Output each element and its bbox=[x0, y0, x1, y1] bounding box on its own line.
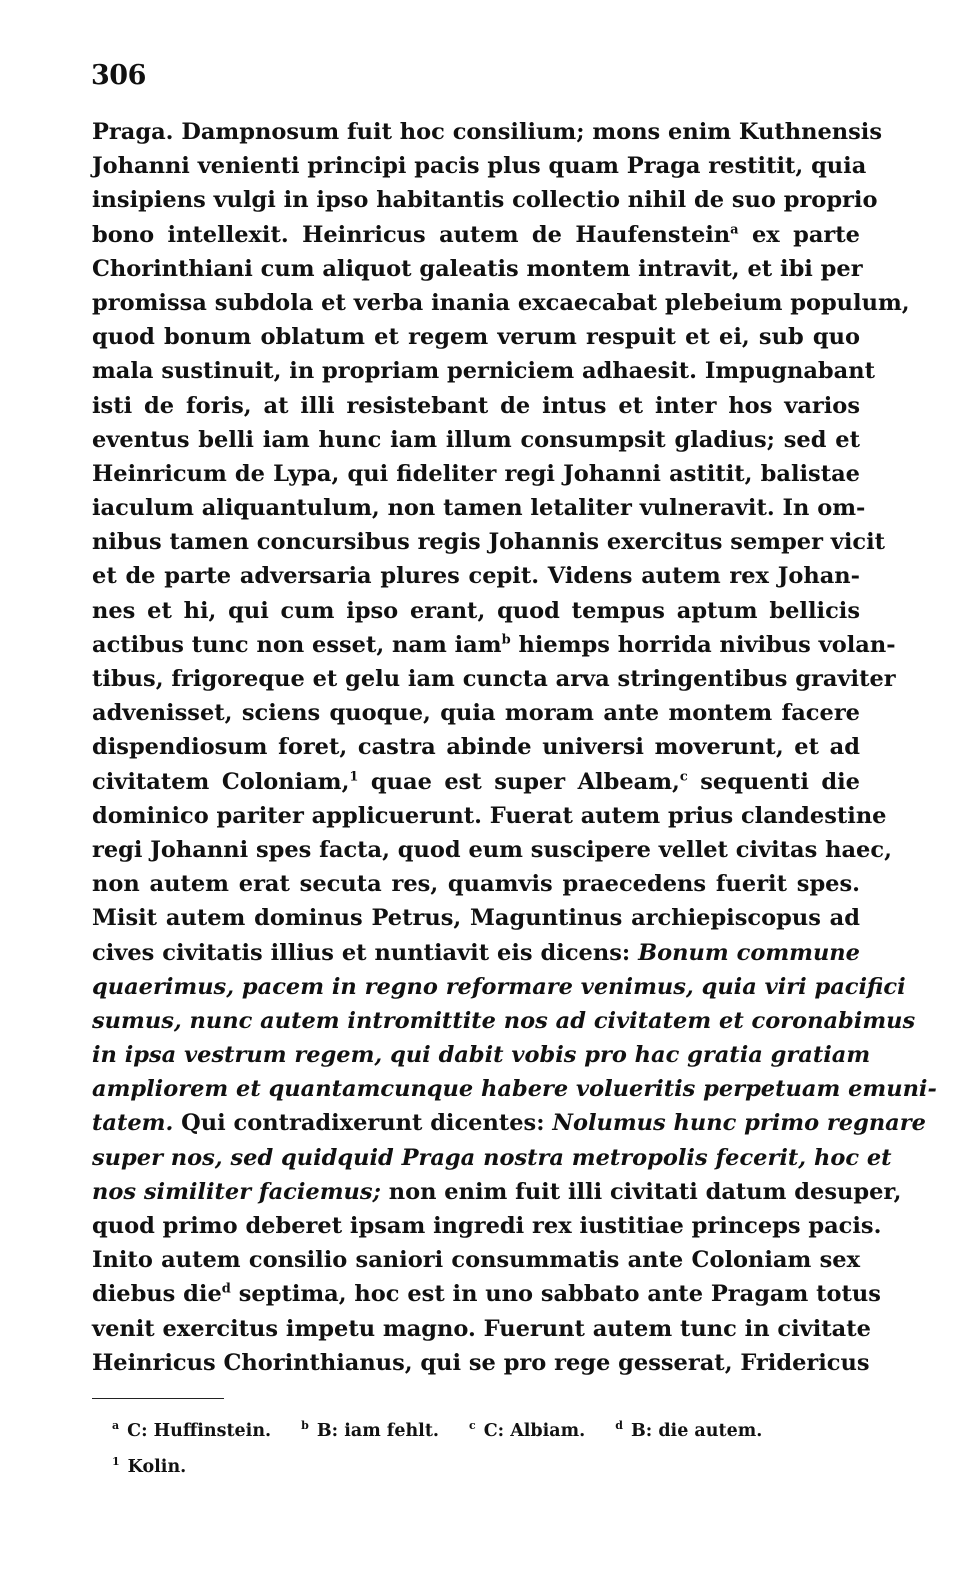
text-line bbox=[92, 936, 860, 970]
text-segment: non autem erat secuta res, quamvis praecedens fuerit spes. bbox=[92, 871, 860, 898]
text-segment: actibus tunc non esset, nam iam bbox=[92, 631, 502, 658]
text-segment: Praga. Dampnosum fuit hoc consilium; mons enim Kuthnensis bbox=[92, 119, 883, 145]
footnote-divider bbox=[92, 1398, 224, 1399]
text-segment: tibus, frigoreque et gelu iam cuncta arva stringentibus graviter bbox=[92, 666, 896, 692]
quoted-speech: tatem. bbox=[92, 1110, 174, 1137]
text-line bbox=[92, 183, 878, 217]
footnote-text: Kolin. bbox=[127, 1457, 187, 1477]
text-segment: iaculum aliquantulum, non tamen letaliter vulneravit. In om- bbox=[92, 495, 866, 522]
quoted-speech: Nolumus hunc primo regnare bbox=[552, 1110, 926, 1137]
page-number: 306 bbox=[91, 60, 146, 91]
text-segment: nibus tamen concursibus regis Johannis exercitus semper vicit bbox=[92, 529, 886, 556]
text-line bbox=[92, 1209, 882, 1243]
footnote-mark: 1 bbox=[112, 1455, 120, 1469]
text-segment: dominico pariter applicuerunt. Fuerat autem prius clandestine bbox=[92, 802, 887, 829]
text-segment: insipiens vulgi in ipso habitantis collectio nihil de suo proprio bbox=[92, 187, 878, 214]
text-line bbox=[92, 1243, 860, 1277]
text-line bbox=[92, 1346, 870, 1380]
text-line bbox=[92, 833, 892, 867]
text-line bbox=[92, 799, 887, 833]
text-segment: septima, hoc est in uno sabbato ante Pragam totus bbox=[230, 1281, 881, 1308]
text-line bbox=[92, 1141, 892, 1175]
text-line bbox=[92, 491, 866, 525]
text-segment: Inito autem consilio saniori consummatis ante Coloniam sex bbox=[92, 1247, 860, 1274]
footnote-text: B: iam fehlt. bbox=[316, 1421, 440, 1441]
text-segment: quae est super Albeam, bbox=[358, 768, 680, 795]
footnote-item bbox=[301, 1413, 439, 1449]
text-line bbox=[92, 286, 910, 320]
quoted-speech: Bonum commune bbox=[638, 939, 860, 966]
text-segment: isti de foris, at illi resistebant de intus et inter hos varios bbox=[92, 392, 860, 419]
text-segment: mala sustinuit, in propriam perniciem adhaesit. Impugnabant bbox=[92, 358, 875, 385]
footnote-text: B: die autem. bbox=[630, 1421, 763, 1441]
footnote-text: C: Albiam. bbox=[483, 1421, 586, 1441]
footnote-mark: a bbox=[112, 1419, 120, 1433]
text-line bbox=[92, 1004, 916, 1038]
text-line bbox=[92, 354, 875, 388]
text-line bbox=[92, 867, 860, 901]
text-line bbox=[92, 457, 860, 491]
text-line bbox=[92, 525, 886, 559]
text-line bbox=[92, 765, 860, 799]
text-segment: non enim fuit illi civitati datum desuper, bbox=[380, 1178, 902, 1205]
text-line bbox=[92, 1175, 902, 1209]
footnote-item bbox=[469, 1413, 585, 1449]
text-line bbox=[92, 730, 860, 764]
text-segment: et de parte adversaria plures cepit. Videns autem rex Johan- bbox=[92, 563, 860, 590]
quoted-speech: ampliorem et quantamcunque habere volueritis perpetuam emuni- bbox=[92, 1076, 937, 1103]
text-line bbox=[92, 662, 896, 696]
footnote-reference: 1 bbox=[349, 769, 359, 785]
quoted-speech: sumus, nunc autem intromittite nos ad civitatem et coronabimus bbox=[92, 1007, 916, 1034]
text-segment: hiemps horrida nivibus volan- bbox=[510, 631, 896, 658]
text-line bbox=[92, 389, 860, 423]
text-segment: Chorinthiani cum aliquot galeatis montem intravit, et ibi per bbox=[92, 255, 863, 282]
footnote-mark: b bbox=[301, 1419, 309, 1433]
footnote-mark: c bbox=[469, 1419, 476, 1433]
quoted-speech: nos similiter faciemus; bbox=[92, 1178, 381, 1205]
text-segment: sequenti die bbox=[687, 768, 860, 795]
text-line bbox=[92, 1038, 871, 1072]
text-line bbox=[92, 559, 860, 593]
text-segment: nes et hi, qui cum ipso erant, quod tempus aptum bellicis bbox=[92, 597, 860, 624]
text-line bbox=[92, 218, 860, 252]
footnote-item bbox=[112, 1449, 186, 1485]
footnotes-numbered bbox=[112, 1449, 852, 1485]
quoted-speech: quaerimus, pacem in regno reformare venimus, quia viri pacifici bbox=[92, 973, 906, 1000]
footnote-reference: a bbox=[730, 222, 739, 238]
text-segment: bono intellexit. Heinricus autem de Haufenstein bbox=[92, 221, 731, 248]
footnote-reference: d bbox=[221, 1281, 231, 1297]
body-text bbox=[92, 115, 937, 1380]
footnotes-lettered bbox=[112, 1413, 852, 1449]
text-segment: eventus belli iam hunc iam illum consumpsit gladius; sed et bbox=[92, 426, 860, 453]
text-line bbox=[92, 594, 860, 628]
text-line bbox=[92, 628, 896, 662]
text-line bbox=[92, 1312, 871, 1346]
footnote-item bbox=[112, 1413, 271, 1449]
footnotes bbox=[112, 1413, 852, 1485]
footnote-reference: c bbox=[679, 769, 688, 785]
text-line bbox=[92, 1277, 881, 1311]
text-line bbox=[92, 970, 906, 1004]
text-segment: venit exercitus impetu magno. Fuerunt autem tunc in civitate bbox=[92, 1315, 871, 1342]
text-segment: Heinricus Chorinthianus, qui se pro rege gesserat, Fridericus bbox=[92, 1349, 870, 1376]
text-segment: promissa subdola et verba inania excaecabat plebeium populum, bbox=[92, 289, 910, 316]
text-segment: Qui contradixerunt dicentes: bbox=[173, 1110, 553, 1137]
text-line bbox=[92, 115, 883, 149]
footnote-item bbox=[615, 1413, 762, 1449]
text-segment: Heinricum de Lypa, qui fideliter regi Johanni astitit, balistae bbox=[92, 460, 860, 487]
text-segment: Misit autem dominus Petrus, Maguntinus archiepiscopus ad bbox=[92, 905, 860, 932]
text-segment: advenisset, sciens quoque, quia moram ante montem facere bbox=[92, 700, 860, 727]
text-line bbox=[92, 252, 863, 286]
text-line bbox=[92, 901, 860, 935]
text-line bbox=[92, 149, 867, 183]
text-segment: diebus die bbox=[92, 1281, 222, 1308]
footnote-reference: b bbox=[501, 632, 511, 648]
quoted-speech: super nos, sed quidquid Praga nostra metropolis fecerit, hoc et bbox=[92, 1144, 892, 1171]
text-line bbox=[92, 320, 860, 354]
text-segment: dispendiosum foret, castra abinde universi moverunt, et ad bbox=[92, 734, 860, 761]
quoted-speech: in ipsa vestrum regem, qui dabit vobis pro hac gratia gratiam bbox=[92, 1042, 871, 1069]
text-segment: Johanni venienti principi pacis plus quam Praga restitit, quia bbox=[92, 153, 867, 180]
text-segment: quod bonum oblatum et regem verum respuit et ei, sub quo bbox=[92, 324, 860, 351]
text-segment: civitatem Coloniam, bbox=[92, 768, 350, 795]
text-line bbox=[92, 696, 860, 730]
text-segment: quod primo deberet ipsam ingredi rex iustitiae princeps pacis. bbox=[92, 1213, 882, 1239]
footnote-mark: d bbox=[615, 1419, 623, 1433]
text-line bbox=[92, 423, 860, 457]
footnote-text: C: Huffinstein. bbox=[127, 1421, 272, 1441]
text-line bbox=[92, 1072, 937, 1106]
text-segment: ex parte bbox=[738, 221, 860, 248]
text-segment: cives civitatis illius et nuntiavit eis dicens: bbox=[92, 939, 639, 966]
text-segment: regi Johanni spes facta, quod eum suscipere vellet civitas haec, bbox=[92, 836, 892, 863]
text-line bbox=[92, 1106, 926, 1140]
